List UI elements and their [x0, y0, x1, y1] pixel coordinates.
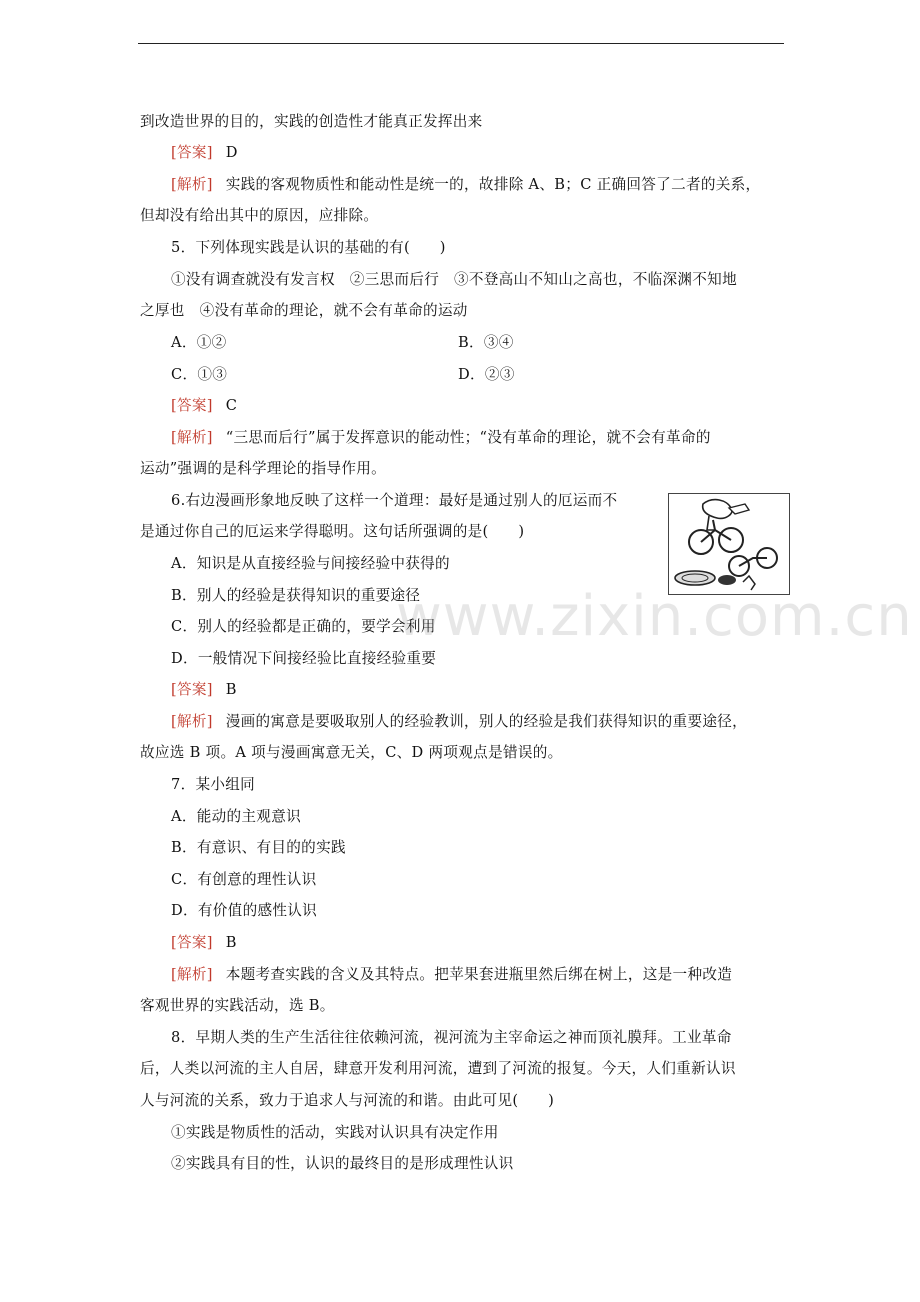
- question-8-statement: ②实践具有目的性，认识的最终目的是形成理性认识: [171, 1155, 514, 1172]
- analysis-label: [解析]: [171, 966, 213, 983]
- analysis-label: [解析]: [171, 176, 213, 193]
- question-8: 8．早期人类的生产生活往往依赖河流，视河流为主宰命运之神而顶礼膜拜。工业革命: [171, 1029, 732, 1046]
- answer-label: [答案]: [171, 144, 213, 161]
- answer-row: [171, 933, 237, 953]
- analysis-text: 但却没有给出其中的原因，应排除。: [140, 207, 379, 224]
- answer-value: B: [225, 681, 237, 698]
- question-7: 7．某小组同: [171, 776, 256, 793]
- answer-value: B: [225, 934, 237, 951]
- analysis-text: 漫画的寓意是要吸取别人的经验教训，别人的经验是我们获得知识的重要途径，: [225, 713, 748, 730]
- question-5-statements: 之厚也 ④没有革命的理论，就不会有革命的运动: [140, 302, 468, 319]
- option-d: D．一般情况下间接经验比直接经验重要: [171, 650, 437, 667]
- analysis-row: [171, 175, 760, 195]
- answer-row: [171, 680, 237, 700]
- analysis-label: [解析]: [171, 713, 213, 730]
- analysis-row: [171, 428, 711, 448]
- answer-label: [答案]: [171, 681, 213, 698]
- question-5: 5．下列体现实践是认识的基础的有( ): [171, 239, 446, 256]
- question-6: 6.右边漫画形象地反映了这样一个道理：最好是通过别人的厄运而不: [171, 492, 618, 509]
- analysis-text: 本题考查实践的含义及其特点。把苹果套进瓶里然后绑在树上，这是一种改造: [225, 966, 733, 983]
- header-rule: [138, 43, 784, 44]
- answer-value: C: [225, 397, 238, 414]
- cartoon-image: [668, 493, 790, 595]
- answer-label: [答案]: [171, 397, 213, 414]
- analysis-text: 实践的客观物质性和能动性是统一的，故排除 A、B；C 正确回答了二者的关系，: [225, 176, 761, 193]
- option-c: C．①③: [171, 366, 228, 383]
- answer-label: [答案]: [171, 934, 213, 951]
- analysis-text: 运动”强调的是科学理论的指导作用。: [140, 460, 387, 477]
- text-line: 到改造世界的目的，实践的创造性才能真正发挥出来: [140, 113, 483, 130]
- watermark: www.zixin.com.cn: [396, 584, 913, 649]
- analysis-row: [171, 712, 747, 732]
- analysis-text: “三思而后行”属于发挥意识的能动性；“没有革命的理论，就不会有革命的: [225, 429, 711, 446]
- analysis-text: 故应选 B 项。A 项与漫画寓意无关，C、D 两项观点是错误的。: [140, 744, 563, 761]
- option-c: C．别人的经验都是正确的，要学会利用: [171, 618, 436, 635]
- answer-row: [171, 396, 237, 416]
- option-a: A．能动的主观意识: [171, 808, 301, 825]
- question-5-statements: ①没有调查就没有发言权 ②三思而后行 ③不登高山不知山之高也，不临深渊不知地: [171, 271, 737, 288]
- option-a: A．①②: [171, 334, 227, 351]
- cyclist-cartoon-icon: [669, 494, 789, 594]
- option-d: D．②③: [458, 366, 515, 383]
- answer-row: [171, 143, 238, 163]
- option-b: B．别人的经验是获得知识的重要途径: [171, 587, 421, 604]
- question-8-statement: ①实践是物质性的活动，实践对认识具有决定作用: [171, 1124, 499, 1141]
- question-6: 是通过你自己的厄运来学得聪明。这句话所强调的是( ): [140, 523, 525, 540]
- option-c: C．有创意的理性认识: [171, 871, 317, 888]
- answer-value: D: [225, 144, 238, 161]
- analysis-row: [171, 965, 732, 985]
- option-b: B．有意识、有目的的实践: [171, 839, 346, 856]
- question-8: 人与河流的关系，致力于追求人与河流的和谐。由此可见( ): [140, 1092, 555, 1109]
- analysis-label: [解析]: [171, 429, 213, 446]
- option-a: A．知识是从直接经验与间接经验中获得的: [171, 555, 450, 572]
- option-d: D．有价值的感性认识: [171, 902, 318, 919]
- option-b: B．③④: [458, 334, 514, 351]
- analysis-text: 客观世界的实践活动，选 B。: [140, 997, 335, 1014]
- question-8: 后，人类以河流的主人自居，肆意开发利用河流，遭到了河流的报复。今天，人们重新认识: [140, 1060, 736, 1077]
